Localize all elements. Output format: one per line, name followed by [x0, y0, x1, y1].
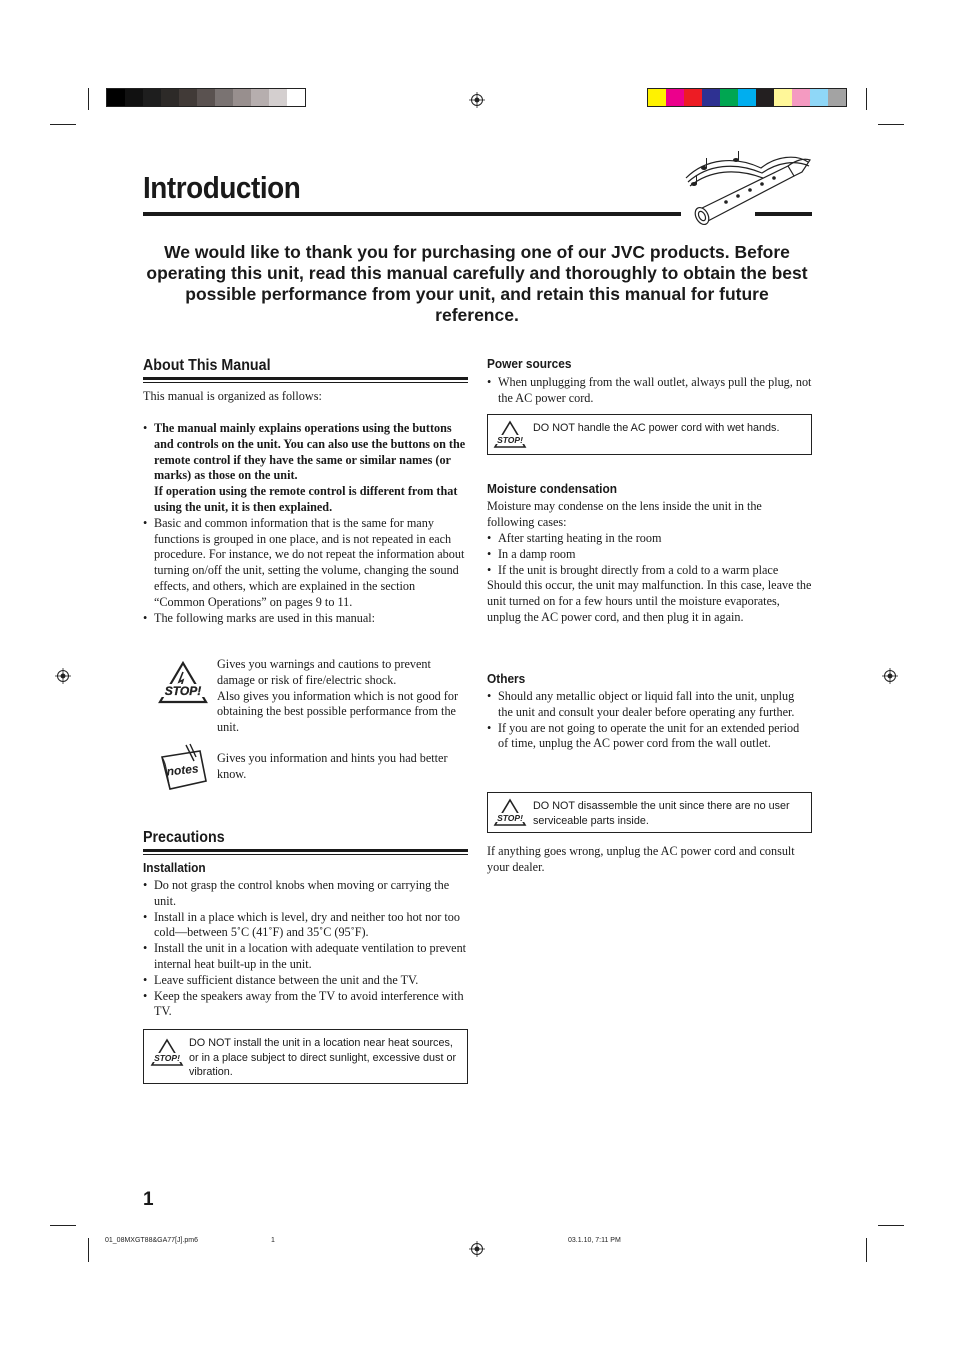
color-swatch	[792, 89, 810, 106]
subheading-installation: Installation	[143, 861, 206, 875]
power-warning-box	[487, 414, 812, 455]
notes-mark-description: Gives you information and hints you had better know.	[217, 751, 448, 781]
color-swatch	[179, 89, 197, 106]
list-item: • Leave sufficient distance between the unit and the TV.	[143, 973, 468, 989]
installation-warning-box	[143, 1029, 468, 1084]
power-warning-text: DO NOT handle the AC power cord with wet hands.	[533, 422, 780, 434]
list-item: • Should any metallic object or liquid fall into the unit, unplug the unit and consult your dealer before operating any further.	[487, 689, 812, 721]
list-item: • The following marks are used in this manual:	[143, 611, 468, 627]
stop-icon-label: STOP!	[497, 435, 523, 445]
crop-mark	[50, 124, 76, 125]
color-swatch	[666, 89, 684, 106]
stop-warning-icon	[493, 420, 527, 450]
color-swatch	[774, 89, 792, 106]
color-swatch	[215, 89, 233, 106]
color-swatch	[161, 89, 179, 106]
list-item: • When unplugging from the wall outlet, always pull the plug, not the AC power cord.	[487, 375, 812, 407]
color-swatch	[125, 89, 143, 106]
section-rule-thin	[143, 854, 468, 855]
notes-icon	[156, 743, 210, 791]
color-swatch	[251, 89, 269, 106]
about-list	[143, 421, 468, 626]
stop-icon-label: STOP!	[154, 1053, 180, 1063]
stop-icon-label: STOP!	[164, 684, 202, 698]
footer-page: 1	[271, 1237, 275, 1244]
list-item: • Do not grasp the control knobs when moving or carrying the unit.	[143, 878, 468, 910]
registration-mark-icon	[469, 92, 485, 108]
others-warning-box	[487, 792, 812, 833]
page-title: Introduction	[143, 170, 301, 205]
crop-mark	[88, 1238, 89, 1262]
intro-paragraph: We would like to thank you for purchasing one of our JVC products. Before operating this unit, read this manual carefully and thoroughly to obtain the best possible performance from your unit, and retain this manual for future reference.	[146, 242, 808, 325]
about-bullet1-bold: The manual mainly explains operations using the buttons and controls on the unit. You can also use the buttons on the remote control if they have the same or similar names (or marks) as those on the unit.	[154, 421, 466, 483]
subheading-moisture-condensation: Moisture condensation	[487, 482, 617, 496]
crop-mark	[866, 1238, 867, 1262]
section-heading-about: About This Manual	[143, 357, 271, 374]
crop-mark	[88, 88, 89, 110]
others-list	[487, 689, 812, 752]
color-swatch	[828, 89, 846, 106]
color-swatch	[648, 89, 666, 106]
crop-mark	[866, 88, 867, 110]
stop-warning-icon	[150, 1038, 184, 1068]
stop-mark-text: Gives you warnings and cautions to prevent damage or risk of fire/electric shock.	[217, 657, 431, 687]
color-swatch	[233, 89, 251, 106]
list-item	[143, 421, 468, 516]
stop-mark-text2: Also gives you information which is not good for obtaining the best possible performance from the unit.	[217, 688, 459, 735]
color-swatch	[702, 89, 720, 106]
color-swatch	[107, 89, 125, 106]
list-item: • Basic and common information that is the same for many functions is grouped in one place, and is not repeated in each procedure. For instance, we do not repeat the information about turning on/off the unit, setting the volume, changing the sound effects, and others, which are explained in the section “Common Operations” on pages 9 to 11.	[143, 516, 468, 611]
footer-datetime: 03.1.10, 7:11 PM	[568, 1237, 621, 1244]
list-item: • Install in a place which is level, dry and neither too hot nor too cold—between 5˚C (41˚F) and 35˚C (95˚F).	[143, 910, 468, 942]
registration-mark-icon	[55, 668, 71, 684]
section-rule-thin	[143, 382, 468, 383]
installation-list	[143, 878, 468, 1020]
moisture-lead: Moisture may condense on the lens inside the unit in the following cases:	[487, 499, 762, 529]
moisture-list	[487, 531, 812, 578]
closing-text: If anything goes wrong, unplug the AC power cord and consult your dealer.	[487, 844, 795, 874]
registration-mark-icon	[469, 1241, 485, 1257]
crop-mark	[878, 1225, 904, 1226]
color-swatch	[269, 89, 287, 106]
list-item: • After starting heating in the room	[487, 531, 812, 547]
page-number: 1	[143, 1189, 154, 1210]
moisture-after: Should this occur, the unit may malfunction. In this case, leave the unit turned on for a few hours until the moisture evaporates, unplug the AC power cord, and then plug it in again.	[487, 578, 812, 624]
list-item: • Keep the speakers away from the TV to avoid interference with TV.	[143, 989, 468, 1021]
subheading-power-sources: Power sources	[487, 357, 572, 371]
list-item: • Install the unit in a location with adequate ventilation to prevent internal heat built-up in the unit.	[143, 941, 468, 973]
flute-illustration-icon	[676, 148, 816, 234]
color-swatch	[810, 89, 828, 106]
section-rule	[143, 377, 468, 380]
about-bullet1-bold2: If operation using the remote control is different from that using the unit, it is then explained.	[154, 484, 458, 514]
grayscale-calibration-bar	[106, 88, 306, 107]
list-item: • In a damp room	[487, 547, 812, 563]
list-item: • If the unit is brought directly from a cold to a warm place	[487, 563, 812, 579]
about-lead: This manual is organized as follows:	[143, 389, 322, 403]
color-swatch	[720, 89, 738, 106]
color-swatch	[143, 89, 161, 106]
color-calibration-bar	[647, 88, 847, 107]
registration-mark-icon	[882, 668, 898, 684]
list-item: • If you are not going to operate the unit for an extended period of time, unplug the AC power cord from the wall outlet.	[487, 721, 812, 753]
notes-icon-label: notes	[165, 761, 200, 779]
stop-mark-description	[217, 657, 467, 736]
title-rule	[143, 212, 681, 216]
stop-icon-label: STOP!	[497, 813, 523, 823]
crop-mark	[50, 1225, 76, 1226]
footer-filename: 01_08MXGT88&GA77[J].pm6	[105, 1237, 198, 1244]
subheading-others: Others	[487, 672, 526, 686]
stop-warning-icon	[493, 798, 527, 828]
power-list	[487, 375, 812, 407]
section-rule	[143, 849, 468, 852]
stop-warning-icon	[156, 660, 210, 706]
color-swatch	[684, 89, 702, 106]
crop-mark	[878, 124, 904, 125]
color-swatch	[738, 89, 756, 106]
color-swatch	[287, 89, 305, 106]
color-swatch	[197, 89, 215, 106]
others-warning-text: DO NOT disassemble the unit since there are no user serviceable parts inside.	[533, 800, 790, 827]
section-heading-precautions: Precautions	[143, 829, 225, 846]
color-swatch	[756, 89, 774, 106]
installation-warning-text: DO NOT install the unit in a location near heat sources, or in a place subject to direct sunlight, excessive dust or vibration.	[189, 1037, 457, 1079]
